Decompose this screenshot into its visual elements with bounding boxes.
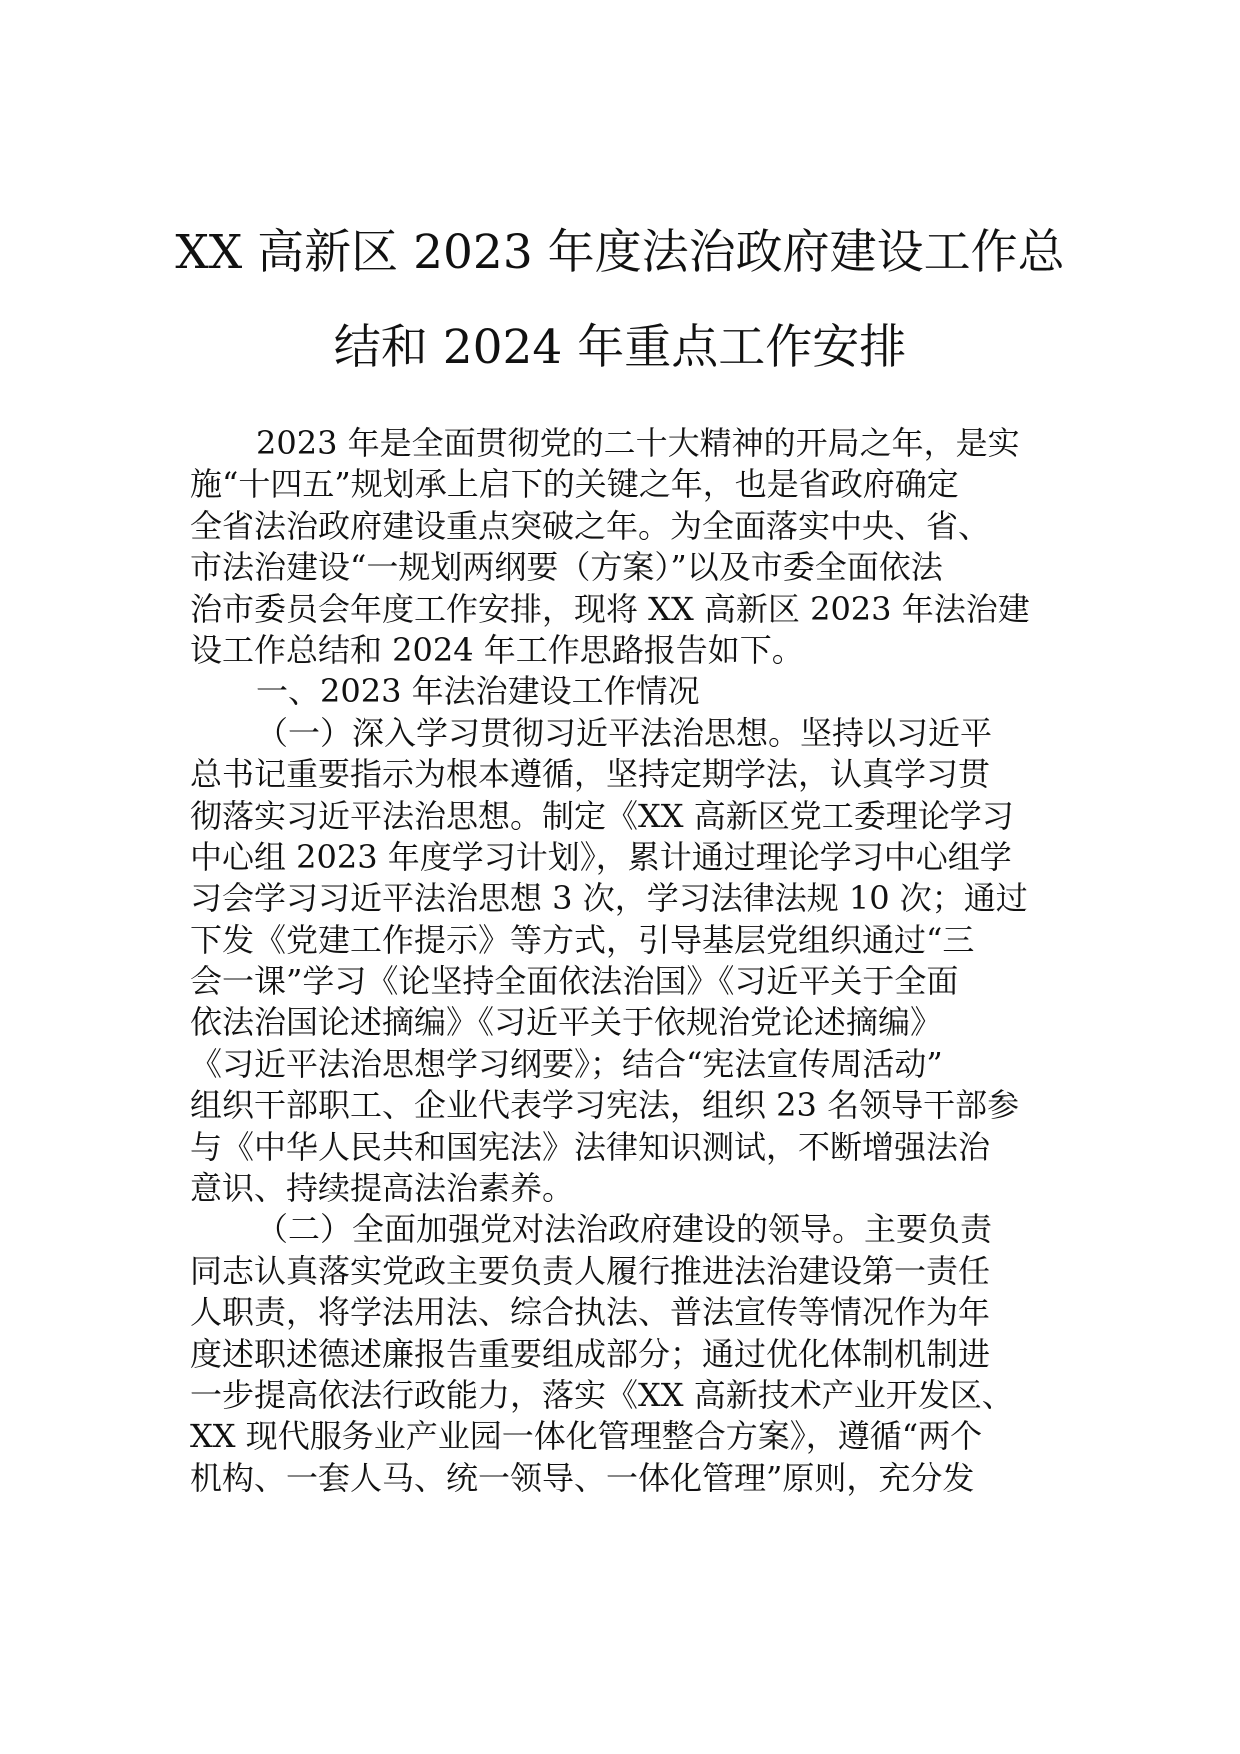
item1-line: 中心组 2023 年度学习计划》，累计通过理论学习中心组学	[190, 837, 1012, 876]
item2-line: 一步提高依法行政能力，落实《XX 高新技术产业开发区、	[190, 1375, 1014, 1414]
item2-line: 人职责，将学法用法、综合执法、普法宣传等情况作为年	[190, 1293, 991, 1332]
intro-line: 设工作总结和 2024 年工作思路报告如下。	[190, 630, 804, 669]
item2-line: 机构、一套人马、统一领导、一体化管理”原则，充分发	[190, 1458, 975, 1497]
item1-line: 彻落实习近平法治思想。制定《XX 高新区党工委理论学习	[190, 796, 1014, 835]
intro-line: 市法治建设“一规划两纲要（方案）”以及市委全面依法	[190, 548, 943, 587]
item1-line: 《习近平法治思想学习纲要》；结合“宪法宣传周活动”	[190, 1044, 943, 1083]
item1-line: 组织干部职工、企业代表学习宪法，组织 23 名领导干部参	[190, 1086, 1020, 1125]
item1-line: 总书记重要指示为根本遵循，坚持定期学法，认真学习贯	[190, 755, 991, 794]
document-title	[150, 205, 1090, 395]
item1-line: 会一课”学习《论坚持全面依法治国》《习近平关于全面	[190, 962, 959, 1001]
item2-line: （二）全面加强党对法治政府建设的领导。主要负责	[256, 1210, 993, 1249]
item1-line: 依法治国论述摘编》《习近平关于依规治党论述摘编》	[190, 1003, 943, 1042]
section-heading: 一、2023 年法治建设工作情况	[256, 672, 700, 711]
item1-line: 下发《党建工作提示》等方式，引导基层党组织通过“三	[190, 920, 975, 959]
item2-line: 同志认真落实党政主要负责人履行推进法治建设第一责任	[190, 1251, 991, 1290]
document-body	[190, 423, 1070, 1499]
item1-line: 意识、持续提高法治素养。	[190, 1169, 575, 1208]
item1-line: （一）深入学习贯彻习近平法治思想。坚持以习近平	[256, 713, 993, 752]
item1-line: 习会学习习近平法治思想 3 次，学习法律法规 10 次；通过	[190, 879, 1028, 918]
item2-line: XX 现代服务业产业园一体化管理整合方案》，遵循“两个	[190, 1417, 983, 1456]
title-line-2: 结和 2024 年重点工作安排	[333, 320, 907, 375]
intro-line: 2023 年是全面贯彻党的二十大精神的开局之年，是实	[256, 424, 1020, 462]
intro-line: 治市委员会年度工作安排，现将 XX 高新区 2023 年法治建	[190, 589, 1030, 628]
intro-line: 施“十四五”规划承上启下的关键之年，也是省政府确定	[190, 465, 959, 504]
item1-line: 与《中华人民共和国宪法》法律知识测试，不断增强法治	[190, 1127, 991, 1166]
item2-line: 度述职述德述廉报告重要组成部分；通过优化体制机制进	[190, 1334, 991, 1373]
title-line-1: XX 高新区 2023 年度法治政府建设工作总	[175, 225, 1065, 280]
intro-line: 全省法治政府建设重点突破之年。为全面落实中央、省、	[190, 506, 991, 545]
